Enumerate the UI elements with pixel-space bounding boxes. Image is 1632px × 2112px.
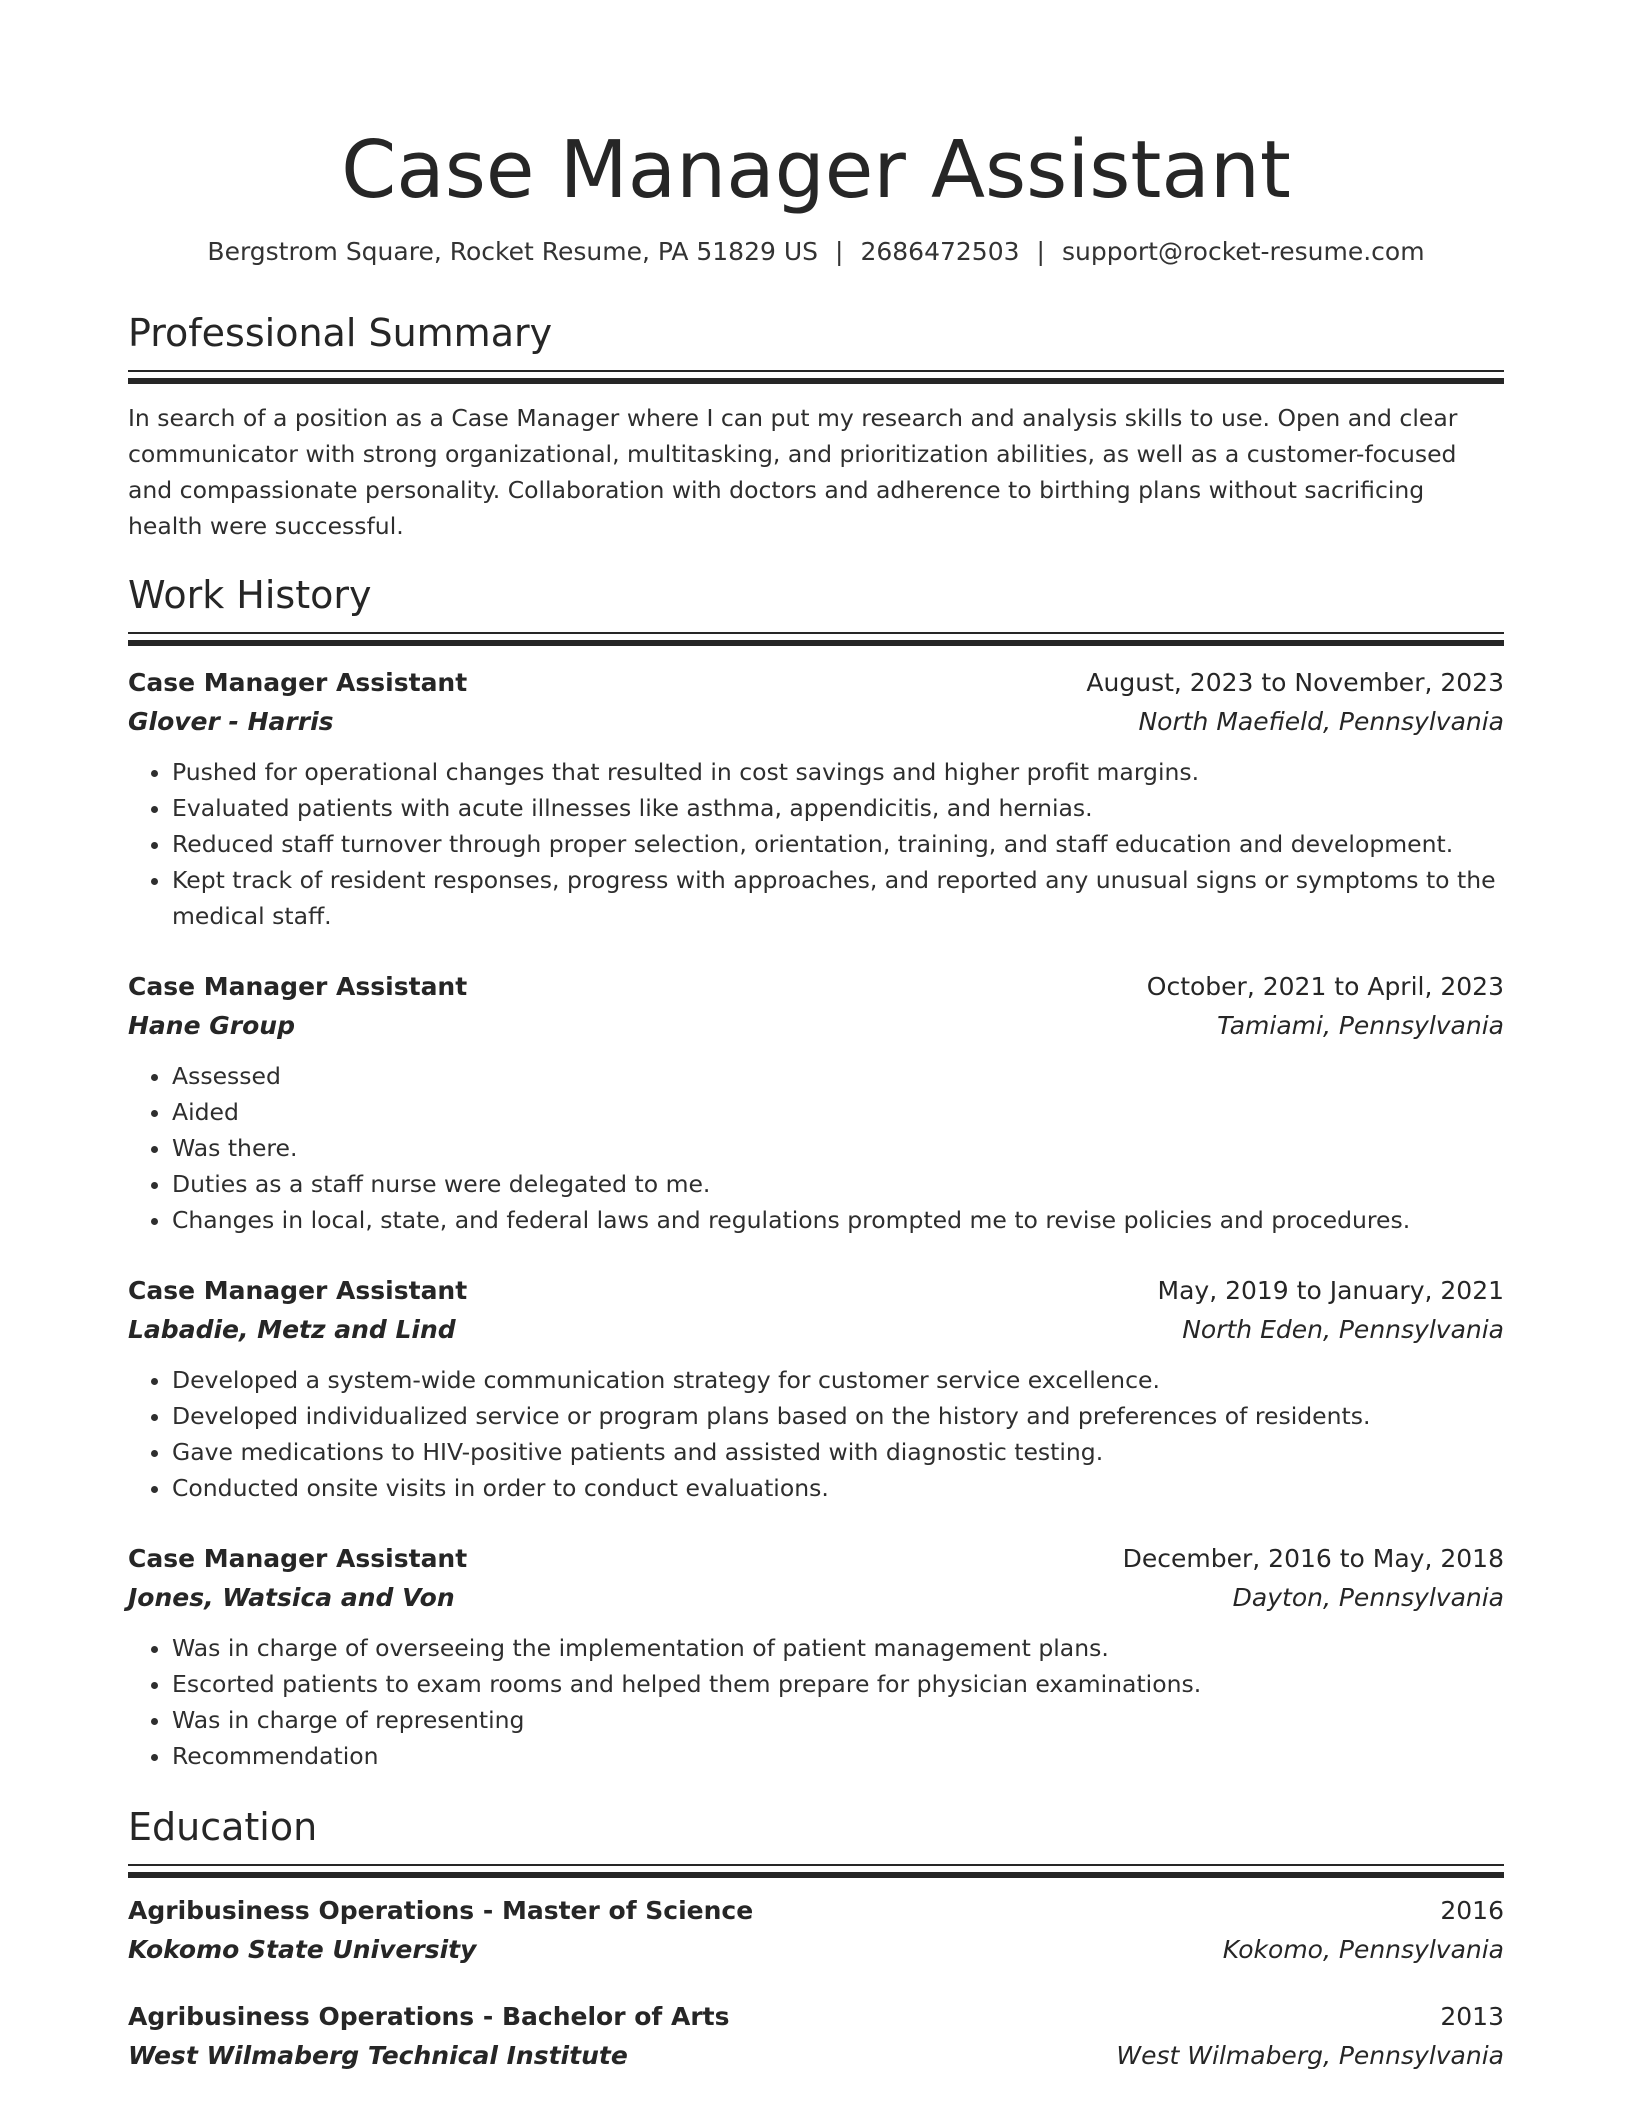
- job-title: Case Manager Assistant: [128, 972, 468, 1001]
- job-company: Hane Group: [128, 1011, 295, 1040]
- job-bullet: • Reduced staff turnover through proper selection, orientation, training, and staff education and development.: [172, 826, 1504, 862]
- section-divider: [128, 1864, 1504, 1866]
- contact-separator: |: [835, 237, 844, 266]
- education-location: West Wilmaberg, Pennsylvania: [1116, 2041, 1504, 2070]
- section-heading-summary: Professional Summary: [128, 311, 553, 355]
- job-bullet-list: [128, 754, 1504, 934]
- section-divider: [128, 370, 1504, 372]
- contact-separator: |: [1036, 237, 1045, 266]
- education-year: 2013: [1440, 2002, 1504, 2031]
- summary-text: In search of a position as a Case Manager where I can put my research and analysis skills to use. Open and clear communicator with strong organizational, multitasking, and prioritization abilities, as well as a customer-focused and compassionate personality. Collaboration with doctors and adherence to birthing plans without sacrificing health were successful.: [128, 404, 1458, 540]
- job-bullet: • Recommendation: [172, 1738, 1504, 1774]
- resume-name: Case Manager Assistant: [341, 124, 1291, 216]
- education-degree: Agribusiness Operations - Master of Science: [128, 1896, 754, 1925]
- job-entry: [128, 1540, 1504, 1774]
- job-bullet: • Changes in local, state, and federal laws and regulations prompted me to revise policies and procedures.: [172, 1202, 1504, 1238]
- job-bullet: • Was in charge of representing: [172, 1702, 1504, 1738]
- job-entry: [128, 968, 1504, 1238]
- job-company: Glover - Harris: [128, 707, 334, 736]
- contact-line: [128, 236, 1504, 268]
- job-bullet: • Evaluated patients with acute illnesses like asthma, appendicitis, and hernias.: [172, 790, 1504, 826]
- job-bullet: • Developed a system-wide communication strategy for customer service excellence.: [172, 1362, 1504, 1398]
- job-location: Tamiami, Pennsylvania: [1217, 1011, 1504, 1040]
- job-bullet: • Was in charge of overseeing the implementation of patient management plans.: [172, 1630, 1504, 1666]
- job-dates: October, 2021 to April, 2023: [1146, 972, 1504, 1001]
- job-bullet: • Was there.: [172, 1130, 1504, 1166]
- job-dates: December, 2016 to May, 2018: [1122, 1544, 1504, 1573]
- education-degree: Agribusiness Operations - Bachelor of Arts: [128, 2002, 730, 2031]
- job-bullet: • Conducted onsite visits in order to conduct evaluations.: [172, 1470, 1504, 1506]
- job-bullet: • Kept track of resident responses, progress with approaches, and reported any unusual signs or symptoms to the medical staff.: [172, 862, 1504, 934]
- section-divider: [128, 632, 1504, 634]
- job-company: Jones, Watsica and Von: [128, 1583, 455, 1612]
- job-bullet-list: [128, 1630, 1504, 1774]
- job-title: Case Manager Assistant: [128, 668, 468, 697]
- education-entry: [128, 1892, 1504, 1970]
- job-bullet: • Developed individualized service or program plans based on the history and preferences of residents.: [172, 1398, 1504, 1434]
- job-bullet-list: [128, 1362, 1504, 1506]
- education-school: West Wilmaberg Technical Institute: [128, 2041, 628, 2070]
- job-dates: August, 2023 to November, 2023: [1086, 668, 1504, 697]
- section-divider: [128, 1872, 1504, 1878]
- education-section: [128, 1804, 1504, 2076]
- job-title: Case Manager Assistant: [128, 1544, 468, 1573]
- job-bullet: • Escorted patients to exam rooms and helped them prepare for physician examinations.: [172, 1666, 1504, 1702]
- job-bullet-list: [128, 1058, 1504, 1238]
- resume-page: [128, 0, 1504, 2076]
- section-divider: [128, 378, 1504, 384]
- job-bullet: • Assessed: [172, 1058, 1504, 1094]
- education-school: Kokomo State University: [128, 1935, 477, 1964]
- job-location: North Eden, Pennsylvania: [1182, 1315, 1504, 1344]
- job-entry: [128, 664, 1504, 934]
- job-location: North Maefield, Pennsylvania: [1138, 707, 1504, 736]
- section-heading-education: Education: [128, 1805, 318, 1849]
- job-bullet: • Gave medications to HIV-positive patients and assisted with diagnostic testing.: [172, 1434, 1504, 1470]
- contact-phone: 2686472503: [860, 237, 1020, 266]
- job-bullet: • Aided: [172, 1094, 1504, 1130]
- summary-section: [128, 310, 1504, 544]
- job-entry: [128, 1272, 1504, 1506]
- job-location: Dayton, Pennsylvania: [1232, 1583, 1504, 1612]
- contact-address: Bergstrom Square, Rocket Resume, PA 51829 US: [207, 237, 819, 266]
- contact-email: support@rocket-resume.com: [1061, 237, 1425, 266]
- job-company: Labadie, Metz and Lind: [128, 1315, 456, 1344]
- education-entry: [128, 1998, 1504, 2076]
- job-bullet: • Duties as a staff nurse were delegated to me.: [172, 1166, 1504, 1202]
- section-divider: [128, 640, 1504, 646]
- job-bullet: • Pushed for operational changes that resulted in cost savings and higher profit margins.: [172, 754, 1504, 790]
- work-history-section: [128, 572, 1504, 1774]
- job-dates: May, 2019 to January, 2021: [1157, 1276, 1504, 1305]
- education-year: 2016: [1440, 1896, 1504, 1925]
- education-location: Kokomo, Pennsylvania: [1222, 1935, 1504, 1964]
- section-heading-work-history: Work History: [128, 573, 372, 617]
- job-title: Case Manager Assistant: [128, 1276, 468, 1305]
